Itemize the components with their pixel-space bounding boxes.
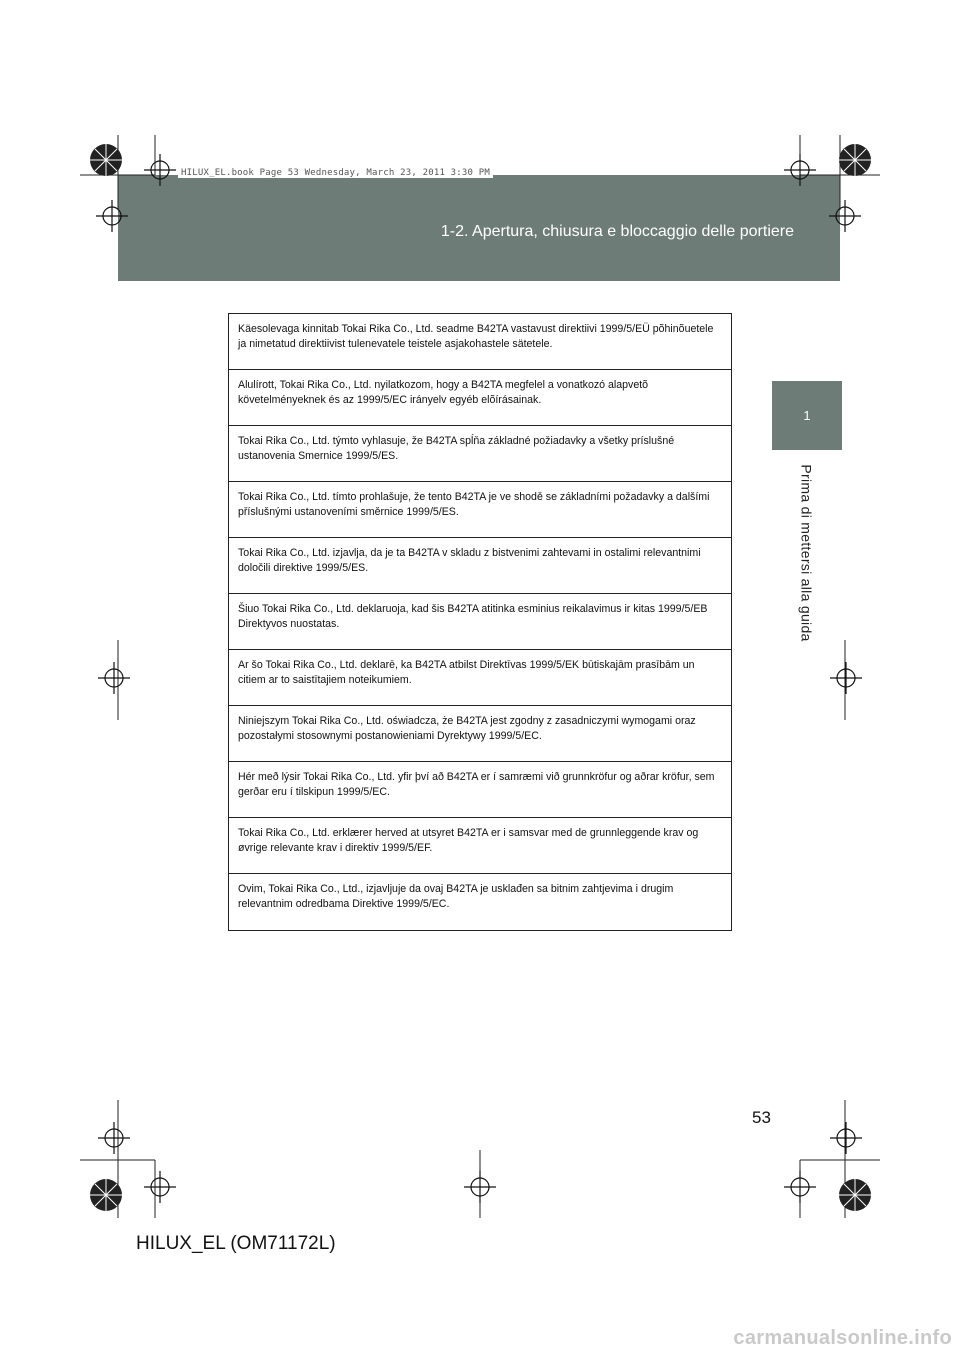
declaration-row: Tokai Rika Co., Ltd. týmto vyhlasuje, že B42TA spĺňa základné požiadavky a všetky príslušné ustanovenia Smernice 1999/5/ES. [229,426,731,482]
chapter-title-text: Prima di mettersi alla guida [799,464,815,642]
chapter-number-tab: 1 [772,381,842,450]
book-code: HILUX_EL (OM71172L) [136,1233,336,1254]
declaration-row: Hér með lýsir Tokai Rika Co., Ltd. yfir því að B42TA er í samræmi við grunnkröfur og aðrar kröfur, sem gerðar eru í tilskipun 1999/5/EC. [229,762,731,818]
watermark-text: carmanualsonline.info [733,1327,952,1349]
declaration-row: Käesolevaga kinnitab Tokai Rika Co., Ltd. seadme B42TA vastavust direktiivi 1999/5/EÜ põhinõuetele ja nimetatud direktiivist tulenevatele teistele asjakohastele sätetele. [229,314,731,370]
section-title: 1-2. Apertura, chiusura e bloccaggio delle portiere [440,223,794,240]
book-stamp: HILUX_EL.book Page 53 Wednesday, March 23, 2011 3:30 PM [178,168,493,178]
declaration-row: Ar šo Tokai Rika Co., Ltd. deklarē, ka B42TA atbilst Direktīvas 1999/5/EK būtiskajām prasībām un citiem ar to saistītajiem noteikumiem. [229,650,731,706]
declaration-row: Tokai Rika Co., Ltd. izjavlja, da je ta B42TA v skladu z bistvenimi zahtevami in ostalimi relevantnimi določili direktive 1999/5/ES. [229,538,731,594]
declaration-row: Ovim, Tokai Rika Co., Ltd., izjavljuje da ovaj B42TA je usklađen sa bitnim zahtjevima i drugim relevantnim odredbama Direktive 1999/5/EC. [238,883,674,910]
declaration-row: Tokai Rika Co., Ltd. erklærer herved at utsyret B42TA er i samsvar med de grunnleggende krav og øvrige relevante krav i direktiv 1999/5/EF. [229,818,731,874]
declaration-row: Alulírott, Tokai Rika Co., Ltd. nyilatkozom, hogy a B42TA megfelel a vonatkozó alapvetõ követelményeknek és az 1999/5/EC irányelv egyéb elõírásainak. [229,370,731,426]
declaration-row: Niniejszym Tokai Rika Co., Ltd. oświadcza, że B42TA jest zgodny z zasadniczymi wymogami oraz pozostałymi stosownymi postanowieniami Dyrektywy 1999/5/EC. [229,706,731,762]
page-number: 53 [752,1108,771,1127]
declaration-row: Tokai Rika Co., Ltd. tímto prohlašuje, že tento B42TA je ve shodě se základními požadavky a dalšími příslušnými ustanoveními směrnice 1999/5/ES. [229,482,731,538]
declaration-row: Šiuo Tokai Rika Co., Ltd. deklaruoja, kad šis B42TA atitinka esminius reikalavimus ir kitas 1999/5/EB Direktyvos nuostatas. [229,594,731,650]
